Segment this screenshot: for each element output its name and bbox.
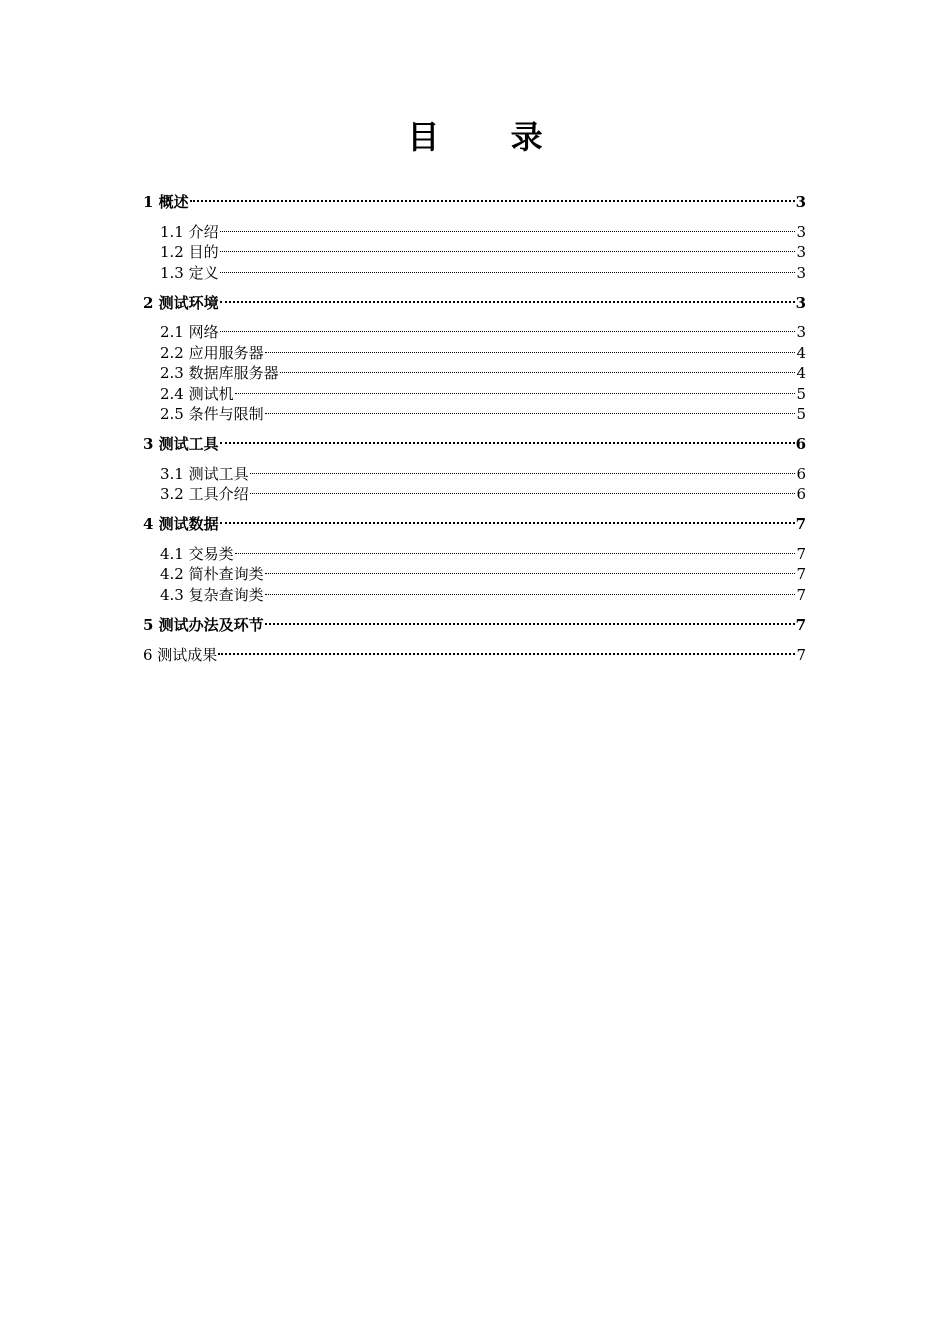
toc-page-number: 7 xyxy=(795,515,806,534)
toc-page-number: 7 xyxy=(796,585,806,604)
toc-entry-text: 4.2 简朴查询类 xyxy=(160,565,264,584)
toc-entry-text: 4.3 复杂查询类 xyxy=(160,585,264,604)
page-title: 目 录 xyxy=(407,118,573,156)
toc-dot-leader xyxy=(265,559,796,579)
toc-entry-4-2[interactable] xyxy=(143,559,806,584)
toc-entry-text: 5 测试办法及环节 xyxy=(143,616,264,635)
toc-dot-leader xyxy=(280,358,796,378)
toc-entry-4[interactable] xyxy=(143,509,806,534)
toc-entry-4-1[interactable] xyxy=(143,538,806,563)
toc-entry-1[interactable] xyxy=(143,187,806,212)
toc-entry-text: 1.2 目的 xyxy=(160,243,219,262)
toc-entry-2-2[interactable] xyxy=(143,337,806,362)
toc-entry-3[interactable] xyxy=(143,429,806,454)
table-of-contents xyxy=(143,187,806,665)
toc-page-number: 7 xyxy=(795,616,806,635)
toc-entry-3-1[interactable] xyxy=(143,458,806,483)
toc-page-number: 3 xyxy=(796,243,806,262)
toc-entry-text: 4.1 交易类 xyxy=(160,544,234,563)
toc-entry-text: 3 测试工具 xyxy=(143,435,219,454)
toc-page-number: 5 xyxy=(796,404,806,423)
toc-dot-leader xyxy=(190,187,795,207)
toc-page-number: 3 xyxy=(795,193,806,212)
toc-page-number: 4 xyxy=(796,343,806,362)
toc-dot-leader xyxy=(220,429,795,449)
toc-dot-leader xyxy=(220,288,795,308)
toc-page-number: 6 xyxy=(796,485,806,504)
toc-dot-leader xyxy=(220,317,796,337)
toc-dot-leader xyxy=(220,509,795,529)
toc-page-number: 3 xyxy=(796,263,806,282)
toc-entry-text: 2.3 数据库服务器 xyxy=(160,364,279,383)
toc-page-number: 5 xyxy=(796,384,806,403)
toc-dot-leader xyxy=(235,538,796,558)
toc-dot-leader xyxy=(265,399,796,419)
toc-page-number: 7 xyxy=(796,646,806,665)
toc-entry-2[interactable] xyxy=(143,288,806,312)
toc-entry-text: 3.2 工具介绍 xyxy=(160,485,249,504)
toc-entry-text: 2.5 条件与限制 xyxy=(160,404,264,423)
toc-dot-leader xyxy=(220,216,796,236)
toc-entry-text: 2.4 测试机 xyxy=(160,384,234,403)
toc-page-number: 7 xyxy=(796,565,806,584)
toc-entry-text: 2.1 网络 xyxy=(160,323,219,342)
toc-entry-text: 3.1 测试工具 xyxy=(160,464,249,483)
toc-entry-text: 6 测试成果 xyxy=(143,646,218,665)
toc-dot-leader xyxy=(235,378,796,398)
toc-entry-2-1[interactable] xyxy=(143,317,806,342)
toc-dot-leader xyxy=(265,337,796,357)
toc-entry-1-3[interactable] xyxy=(143,257,806,282)
toc-page-number: 3 xyxy=(795,293,806,312)
toc-page-number: 3 xyxy=(796,323,806,342)
toc-dot-leader xyxy=(265,610,795,630)
toc-page-number: 6 xyxy=(796,464,806,483)
toc-page-number: 4 xyxy=(796,364,806,383)
toc-page-number: 6 xyxy=(795,435,806,454)
toc-entry-1-1[interactable] xyxy=(143,216,806,241)
toc-entry-5[interactable] xyxy=(143,610,806,635)
toc-page-number: 7 xyxy=(796,544,806,563)
toc-entry-1-2[interactable] xyxy=(143,237,806,262)
toc-entry-text: 1 概述 xyxy=(143,193,189,212)
toc-dot-leader xyxy=(250,458,796,478)
toc-entry-2-4[interactable] xyxy=(143,378,806,403)
toc-entry-text: 1.1 介绍 xyxy=(160,222,219,241)
toc-dot-leader xyxy=(218,640,795,660)
toc-entry-text: 2 测试环境 xyxy=(143,293,219,312)
toc-entry-text: 4 测试数据 xyxy=(143,515,219,534)
toc-dot-leader xyxy=(250,479,796,499)
toc-entry-text: 2.2 应用服务器 xyxy=(160,343,264,362)
toc-entry-6[interactable] xyxy=(143,640,806,665)
toc-entry-text: 1.3 定义 xyxy=(160,263,219,282)
toc-dot-leader xyxy=(220,257,796,277)
toc-dot-leader xyxy=(220,237,796,257)
toc-entry-2-5[interactable] xyxy=(143,399,806,423)
toc-dot-leader xyxy=(265,579,796,599)
toc-page-number: 3 xyxy=(796,222,806,241)
